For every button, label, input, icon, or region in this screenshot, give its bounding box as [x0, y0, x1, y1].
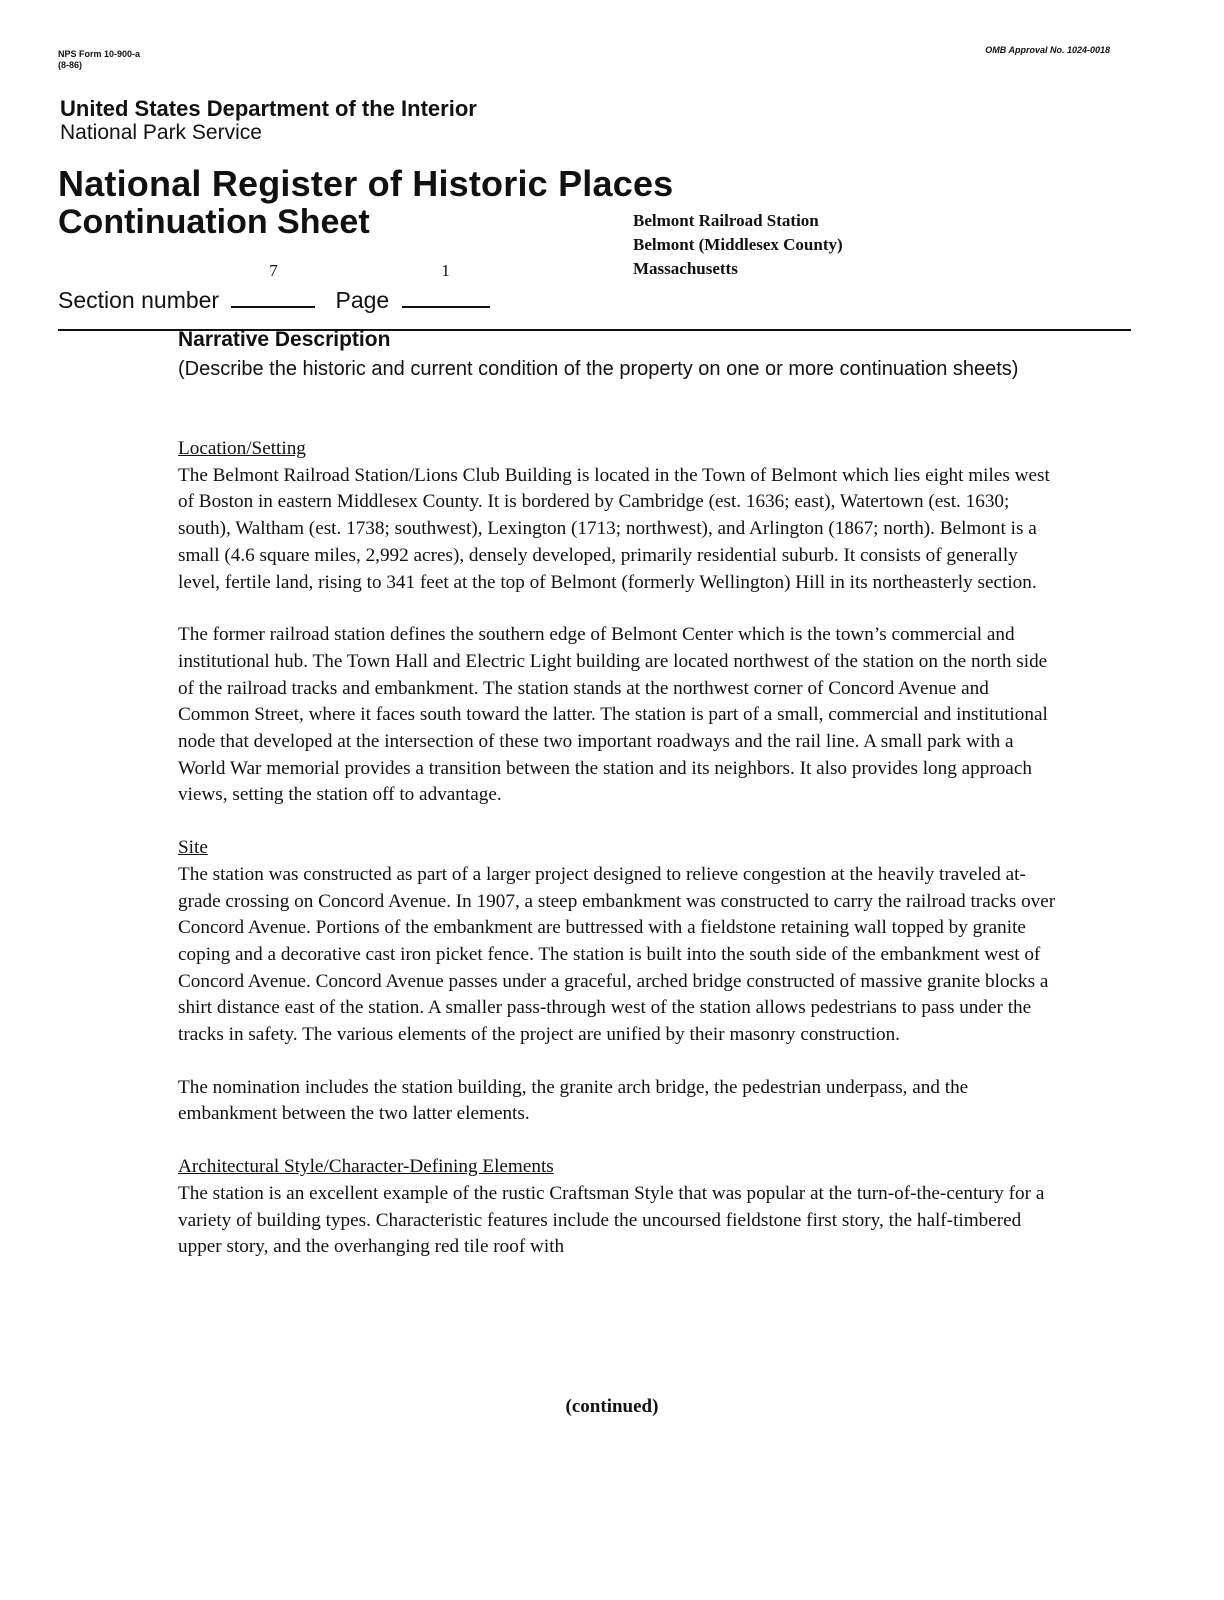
- paragraph-location-2: The former railroad station defines the southern edge of Belmont Center which is the town’s commercial and institutional hub. The Town Hall and Electric Light building are located northwest of the station on the north side of the railroad tracks and embankment. The station stands at the northwest corner of Concord Avenue and Common Street, where it faces south toward the latter. The station is part of a small, commercial and institutional node that developed at the intersection of these two important roadways and the rail line. A small park with a World War memorial provides a transition between the station and its neighbors. It also provides long approach views, setting the station off to advantage.: [178, 624, 1048, 806]
- form-number: [58, 49, 140, 71]
- heading-architectural-style: Architectural Style/Character-Defining Elements: [178, 1156, 554, 1178]
- property-county: Belmont (Middlesex County): [633, 235, 843, 254]
- form-number-text: NPS Form 10-900-a: [58, 49, 141, 59]
- section-label: Section number: [58, 287, 220, 313]
- narrative-body: [178, 436, 1058, 1287]
- heading-site: Site: [178, 837, 208, 859]
- continued-note: (continued): [565, 1396, 659, 1417]
- page-number-field: [402, 261, 490, 308]
- section-number-value: 7: [269, 261, 278, 280]
- agency-name: United States Department of the Interior: [60, 96, 477, 121]
- narrative-instruction: (Describe the historic and current condition of the property on one or more continuation sheets): [178, 358, 1019, 380]
- paragraph-location-1: The Belmont Railroad Station/Lions Club Building is located in the Town of Belmont which lies eight miles west of Boston in eastern Middlesex County. It is bordered by Cambridge (est. 1636; east), Watertown (est. 1630; south), Waltham (est. 1738; southwest), Lexington (1713; northwest), and Arlington (1867; north). Belmont is a small (4.6 square miles, 2,992 acres), densely developed, primarily residential suburb. It consists of generally level, fertile land, rising to 341 feet at the top of Belmont (formerly Wellington) Hill in its northeasterly section.: [178, 464, 1050, 593]
- register-title: National Register of Historic Places: [58, 163, 674, 204]
- property-state: Massachusetts: [633, 259, 738, 278]
- paragraph-site-2: The nomination includes the station building, the granite arch bridge, the pedestrian underpass, and the embankment between the two latter elements.: [178, 1076, 969, 1125]
- narrative-title: Narrative Description: [178, 328, 391, 351]
- form-date-text: (8-86): [58, 60, 83, 70]
- property-name: Belmont Railroad Station: [633, 211, 819, 230]
- bureau-name: National Park Service: [60, 121, 262, 144]
- paragraph-style-1: The station is an excellent example of the rustic Craftsman Style that was popular at the turn-of-the-century for a variety of building types. Characteristic features include the uncoursed fieldstone first story, the half-timbered upper story, and the overhanging red tile roof with: [178, 1182, 1045, 1258]
- continuation-title: Continuation Sheet: [58, 203, 370, 241]
- page-label: Page: [335, 287, 390, 313]
- paragraph-site-1: The station was constructed as part of a larger project designed to relieve congestion at the heavily traveled at-grade crossing on Concord Avenue. In 1907, a steep embankment was constructed to carry the railroad tracks over Concord Avenue. Portions of the embankment are buttressed with a fieldstone retaining wall topped by granite coping and a decorative cast iron picket fence. The station is built into the south side of the embankment west of Concord Avenue. Concord Avenue passes under a graceful, arched bridge constructed of massive granite blocks a shirt distance east of the station. A smaller pass-through west of the station allows pedestrians to pass under the tracks in safety. The various elements of the project are unified by their masonry construction.: [178, 863, 1056, 1046]
- page-number-value: 1: [441, 261, 450, 280]
- heading-location-setting: Location/Setting: [178, 438, 306, 459]
- section-row: [58, 261, 490, 314]
- property-info: [633, 209, 843, 281]
- omb-approval: OMB Approval No. 1024-0018: [985, 45, 1110, 55]
- section-number-field: [231, 261, 315, 308]
